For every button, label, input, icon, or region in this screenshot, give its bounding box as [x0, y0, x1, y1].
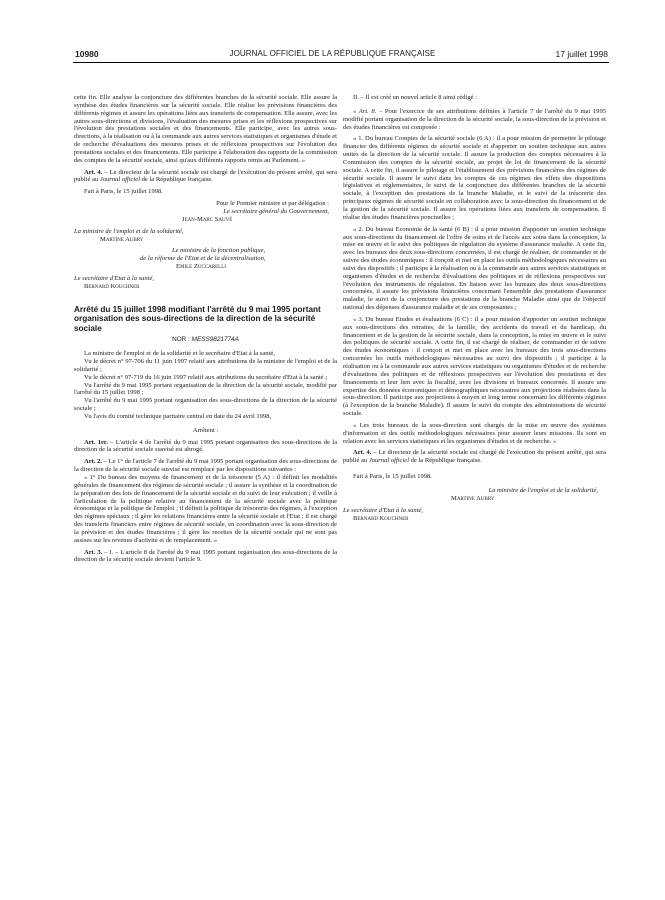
- article-text: – Le 1° de l'article 7 de l'arrêté du 9 mai 1995 portant organisation des sous-directions de la direction de la sécurité sociale susvisé est remplacé par les dispositions suivantes :: [74, 458, 338, 474]
- signature-title: Le secrétaire d'Etat à la santé,: [343, 506, 424, 514]
- article-1: [74, 439, 337, 455]
- article-label: « Art. 8.: [353, 107, 377, 115]
- article-text: – Le directeur de la sécurité sociale est chargé de l'exécution du présent arrêté, qui sera publié au: [343, 449, 606, 465]
- left-column: [74, 94, 337, 564]
- article-label: Art. 4.: [353, 449, 372, 457]
- signature-name: Bernard Kouchner: [84, 282, 140, 290]
- preamble-line: La ministre de l'emploi et de la solidarité et le secrétaire d'Etat à la santé,: [84, 350, 275, 358]
- article-label: Art. 1er.: [84, 438, 108, 446]
- article-text: – Le directeur de la sécurité sociale est chargé de l'exécution du présent arrêté, qui sera publié au: [74, 168, 337, 184]
- article-2-quote: « 1° Du bureau des moyens de financement et de la trésorerie (5 A) : il définit les modalités générales de financement des régimes de sécurité sociale ; il assure la synthèse et la coordination de la préparation des lois de financement de la sécurité sociale et du suivi de leur exécution ; il veille à l'articulation de la politique relative au financement de la sécurité sociale avec la politique économique et la politique de l'emploi ; il définit la politique de trésorerie des régimes, à l'exception des régimes spéciaux ; il gère les relations financières entre la sécurité sociale et l'Etat ; il est chargé des transferts financiers entre régimes de sécurité sociale, en coordination avec la sous-direction de la prévision et des études financières ; il gère les recettes de la sécurité sociale qui ne sont pas assises sur les revenus d'activité et de remplacement. »: [74, 474, 337, 544]
- preamble-line: Vu l'arrêté du 9 mai 1995 portant organisation de la direction de la sécurité sociale, modifié par l'arrêté du 15 juillet 1998 ;: [74, 381, 337, 397]
- signature-title: Le secrétaire d'Etat à la santé,: [74, 274, 155, 282]
- article-label: Art. 2.: [84, 458, 103, 466]
- preamble-line: Vu l'avis du comité technique paritaire central en date du 24 avril 1998,: [84, 412, 272, 420]
- preamble-line: Vu le décret n° 97-706 du 11 juin 1997 relatif aux attributions de la ministre de l'emploi et de la solidarité ;: [74, 358, 337, 373]
- nor-label: NOR :: [172, 336, 192, 344]
- signature-name: Martine Aubry: [100, 235, 144, 243]
- arretent: Arrêtent :: [192, 426, 219, 434]
- signature-title: Le ministre de la fonction publique,: [172, 247, 266, 255]
- article-8: [343, 108, 606, 132]
- signature-name: Martine Aubry: [451, 494, 495, 502]
- signature-name: Bernard Kouchner: [353, 514, 409, 522]
- fait-a-paris: Fait à Paris, le 15 juillet 1998.: [84, 188, 163, 196]
- nor-value: MESS9821774A: [191, 336, 239, 344]
- header-rule: [73, 62, 609, 63]
- intro-paragraph: cette fin. Elle analyse la conjoncture des différentes branches de la sécurité sociale. Elle assure la synthèse des études financières sur la sécurité sociale. Elle réalise les prévisions financières des différents régimes et assure les opérations liées aux transferts de compensation. Elle assure, avec les autres sous-directions et divisions, l'évaluation des mesures prises et les réflexions prospectives sur l'évolution des prestations sociales et des financements. Elle participe, avec les autres sous-directions, à la réalisation ou à la commande aux autres services statistiques et organismes d'étude et de recherche d'évaluations des mesures prises et de réflexions prospectives sur l'évolution des prestations sociales et des financements. Elle participe à l'élaboration des rapports de la commission des comptes de la sécurité sociale, ainsi qu'aux différents rapports remis au Parlement. »: [74, 94, 337, 164]
- fait-a-paris: Fait à Paris, le 15 juillet 1998.: [353, 473, 432, 481]
- preamble-line: Vu le décret n° 97-719 du 16 juin 1997 relatif aux attributions du secrétaire d'Etat à la santé ;: [84, 373, 328, 381]
- bureau-6c: « 3. Du bureau Etudes et évaluations (6 C) : il a pour mission d'apporter un soutien technique aux sous-directions des retraites, de la famille, des accidents du travail et du handicap, du financement et de la gestion de la sécurité sociale, dans la conception, la mise en œuvre et le suivi des politiques de sécurité sociale. A cette fin, il est chargé de réaliser, de commander et de suivre des études économiques : il conçoit et met en place avec les bureaux des trois sous-directions concernées les outils méthodologiques nécessaires au suivi des dispositifs ; il participe à la réalisation ou à la commande aux autres services statistiques ou organismes d'études et de recherche d'évaluations des politiques et de réflexions prospectives sur l'évolution des prestations et des financements et leur lien avec la fiscalité, avec les divisions et bureaux concernés. Il assure une expertise des données économiques et démographiques nécessaires aux projections réalisées dans la sous-direction. Il participe aux projections à moyen et long terme concernant les différents régimes (à l'exception de la branche Maladie). Il assure le suivi du compte des administrations de sécurité sociale.: [343, 315, 606, 418]
- bureau-6b: « 2. Du bureau Economie de la santé (6 B) : il a pour mission d'apporter un soutien technique aux sous-directions du financement de l'offre de soins et de l'accès aux soins dans la conception, la mise en œuvre et le suivi des politiques de régulation du système d'assurance maladie. A cette fin, avec les bureaux des deux sous-directions concernées, il est chargé de réaliser, de commander et de suivre des études économiques : il conçoit et met en place les outils méthodologiques nécessaires au suivi des dispositifs ; il participe à la réalisation ou à la commande aux autres services statistiques et organismes d'études et de recherche d'évaluations des politiques et de réflexions prospectives sur l'évolution des instruments de régulation. En liaison avec les bureaux des deux sous-directions concernées, il assure les prévisions financières concernant l'ensemble des prestations d'assurance maladie, le suivi de la conjoncture des prestations de la branche Maladie ainsi que de l'objectif national des dépenses d'assurance maladie et de ses composantes ;: [343, 225, 606, 312]
- signature-title: de la réforme de l'Etat et de la décentralisation,: [140, 255, 266, 263]
- signature-title: La ministre de l'emploi et de la solidarité,: [74, 227, 184, 235]
- article-label: Art. 4.: [84, 168, 103, 176]
- article-text: – I. – L'article 8 de l'arrêté du 9 mai 1995 portant organisation des sous-directions de la direction de la sécurité sociale devient l'article 9.: [74, 548, 337, 564]
- article-label: Art. 3.: [84, 548, 103, 556]
- article-4: [343, 449, 606, 465]
- signature-title: La ministre de l'emploi et de la solidarité,: [488, 486, 598, 494]
- article-2: [74, 458, 337, 474]
- article-text: – L'article 4 de l'arrêté du 9 mai 1995 portant organisation des sous-directions de la direction de la sécurité sociale susvisé est abrogé.: [74, 438, 337, 454]
- signature-title: Le secrétaire général du Gouvernement,: [223, 207, 329, 215]
- article-4: [74, 169, 337, 185]
- article-3: [74, 549, 337, 565]
- section-ii: II. – Il est créé un nouvel article 8 ainsi rédigé :: [353, 94, 477, 101]
- article-text-end: de la République française.: [409, 457, 482, 465]
- decree-title: Arrêté du 15 juillet 1998 modifiant l'arrêté du 9 mai 1995 portant organisation des sous-directions de la direction de la sécurité sociale: [74, 304, 321, 333]
- signature-delegation: Pour le Premier ministre et par délégation :: [216, 200, 329, 208]
- signature-name: Emile Zuccarelli: [176, 263, 226, 271]
- closing-paragraph: « Les trois bureaux de la sous-direction sont chargés de la mise en œuvre des systèmes d'information et des outils méthodologiques nécessaires pour assurer leurs missions. Ils sont en relation avec les services statistiques et les organismes d'études et de recherche. »: [343, 421, 606, 445]
- page-number: 10980: [75, 49, 99, 59]
- journal-name: Journal officiel: [99, 176, 141, 184]
- article-text: – Pour l'exercice de ses attributions définies à l'article 7 de l'arrêté du 9 mai 1995 modifié portant organisation de la direction de la sécurité sociale, la sous-direction de la prévision et des études financières est composée :: [343, 107, 606, 131]
- right-column: [343, 94, 606, 522]
- journal-name: Journal officiel: [368, 457, 410, 465]
- nor-reference: [74, 336, 337, 344]
- preamble: [74, 350, 337, 421]
- issue-date: 17 juillet 1998: [555, 49, 608, 59]
- preamble-line: Vu l'arrêté du 9 mai 1995 portant organisation des sous-directions de la direction de la sécurité sociale ;: [74, 397, 337, 413]
- article-text-end: de la République française.: [140, 176, 213, 184]
- journal-title: JOURNAL OFFICIEL DE LA RÉPUBLIQUE FRANÇAISE: [229, 49, 436, 58]
- bureau-6a: « 1. Du bureau Comptes de la sécurité sociale (6 A) : il a pour mission de permettre le pilotage financier des différents régimes de sécurité sociale et d'apporter un soutien technique aux autres unités de la direction de la sécurité sociale. Il assure la production des comptes nécessaires à la Commission des comptes de la sécurité sociale, au projet de loi de financement de la sécurité sociale. A cette fin, il assure le pilotage et l'établissement des prévisions financières des régimes de sécurité sociale. Il assure le suivi dans les comptes de ces régimes des effets des dispositions législatives et réglementaires, le suivi de la conjoncture des différentes branches de la sécurité sociale, à l'exception des prestations de la branche Maladie, et le suivi de la trésorerie des principaux régimes de sécurité sociale en collaboration avec la sous-direction du financement et de la gestion de la sécurité sociale. Il assure les opérations liées aux transferts de compensation. Il réalise des études financières ponctuelles ;: [343, 135, 606, 221]
- signature-name: Jean-Marc Sauvé: [182, 215, 233, 223]
